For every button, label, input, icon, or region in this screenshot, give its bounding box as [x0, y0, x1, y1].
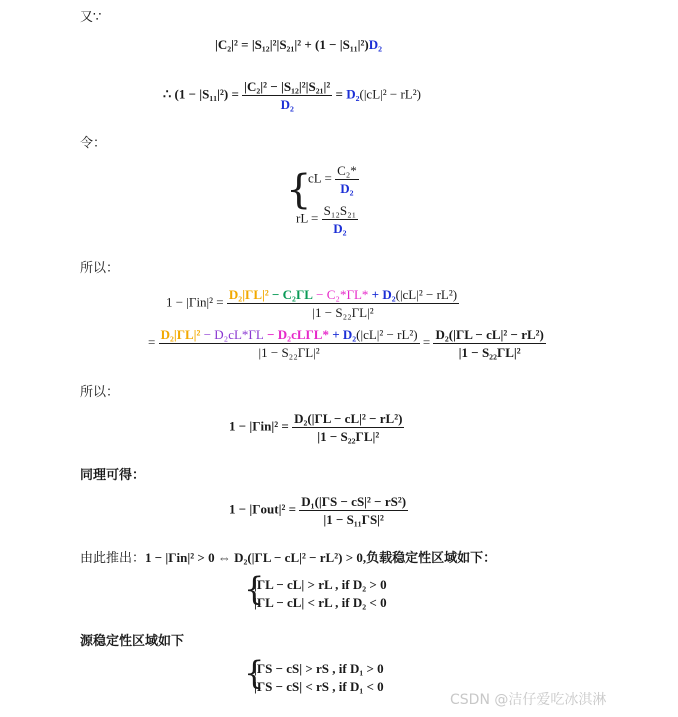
def-rl-num: S₁₂S₂₁ — [323, 203, 357, 218]
def-rl-left: rL = — [296, 210, 319, 226]
derive-prefix: 由此推出： — [80, 551, 146, 566]
load-case-1: |ΓL − cL| > rL , if D₂ > 0 — [254, 577, 387, 592]
eq6-fraction — [299, 493, 408, 528]
eq5-fraction — [292, 410, 404, 445]
eq4-denominator: |1 − S₂₂ΓL|² — [258, 345, 320, 360]
equation-s11-relation — [163, 78, 421, 113]
eq2-denominator: D₂ — [280, 97, 294, 112]
def-rl-fraction — [322, 202, 359, 237]
eq6-left: 1 − |Γout|² = — [229, 501, 297, 517]
eq2-left: ∴ (1 − |S₁₁|²) = — [163, 86, 239, 102]
def-cl-fraction — [335, 162, 359, 197]
eq4-fraction — [159, 326, 420, 361]
label-so-1: 所以： — [80, 261, 120, 276]
eq4-t5: (|cL|² − rL²) — [356, 327, 418, 342]
left-brace-icon: { — [286, 167, 312, 213]
eq2-fraction — [242, 78, 332, 113]
eq2-d2: D₂ — [346, 86, 360, 102]
equation-gamma-in-expanded — [166, 286, 459, 321]
def-rl — [296, 202, 358, 237]
equation-c2-magnitude — [215, 37, 382, 53]
eq6-denominator: |1 − S₁₁ΓS|² — [323, 512, 384, 527]
derive-line — [80, 547, 496, 566]
eq1-text: |C₂|² = |S₁₂|²|S₂₁|² + (1 − |S₁₁|²) — [215, 37, 369, 52]
eq4-right-denominator: |1 − S₂₂ΓL|² — [458, 345, 521, 360]
eq3-t5: (|cL|² − rL²) — [395, 287, 458, 302]
eq4-right-numerator: D₂(|ΓL − cL|² − rL²) — [435, 327, 544, 342]
eq3-left: 1 − |Γin|² = — [166, 294, 224, 310]
equation-gamma-in-final — [229, 410, 404, 445]
label-so-2: 所以： — [80, 385, 120, 400]
eq2-right: (|cL|² − rL²) — [359, 86, 421, 102]
def-rl-den: D₂ — [333, 221, 347, 236]
watermark: CSDN @洁仔爱吃冰淇淋 — [450, 692, 607, 708]
eq4-numerator — [159, 326, 420, 344]
def-cl-num: C₂* — [337, 163, 357, 178]
label-source-region: 源稳定性区域如下 — [80, 634, 185, 649]
eq3-t1: D₂|ΓL|² — [228, 287, 269, 302]
eq3-t2: − C₂ΓL — [268, 287, 313, 302]
eq5-left: 1 − |Γin|² = — [229, 418, 289, 434]
eq6-numerator: D₁(|ΓS − cS|² − rS²) — [301, 494, 407, 509]
eq2-numerator: |C₂|² − |S₁₂|²|S₂₁|² — [244, 79, 331, 94]
eq1-d2: D₂ — [368, 37, 383, 52]
derive-math: 1 − |Γin|² > 0 ⇔ D₂(|ΓL − cL|² − rL²) > 0, — [145, 550, 367, 565]
eq3-denominator: |1 − S₂₂ΓL|² — [312, 305, 374, 320]
def-cl-left: cL = — [308, 170, 332, 186]
label-let: 令： — [80, 136, 107, 151]
equation-gamma-out — [229, 493, 408, 528]
eq5-denominator: |1 − S₂₂ΓL|² — [317, 429, 380, 444]
source-case-1: |ΓS − cS| > rS , if D₁ > 0 — [254, 661, 384, 676]
eq4-equals: = — [422, 334, 431, 350]
eq4-t3: − D₂cLΓL* — [263, 327, 329, 342]
eq5-numerator: D₂(|ΓL − cL|² − rL²) — [294, 411, 403, 426]
load-case-2: |ΓL − cL| < rL , if D₂ < 0 — [254, 595, 387, 610]
eq4-t2: − D₂cL*ΓL — [200, 327, 264, 342]
def-cl-den: D₂ — [340, 181, 354, 196]
eq3-numerator — [227, 286, 459, 304]
def-cl — [308, 162, 359, 197]
equation-gamma-in-factored — [148, 326, 546, 361]
eq3-t3: − C₂*ΓL* — [312, 287, 369, 302]
label-because: 又∵ — [80, 10, 102, 25]
eq2-equals: = — [335, 86, 343, 102]
derive-suffix: 负载稳定性区域如下： — [366, 551, 497, 566]
label-similarly: 同理可得： — [80, 468, 146, 483]
eq3-t4: + D₂ — [368, 287, 396, 302]
eq4-t1: D₂|ΓL|² — [160, 327, 201, 342]
load-brace-icon: { — [244, 570, 265, 608]
eq4-lead: = — [148, 334, 156, 350]
source-brace-icon: { — [244, 654, 265, 692]
eq3-fraction — [227, 286, 459, 321]
source-case-2: |ΓS − cS| < rS , if D₁ < 0 — [254, 679, 384, 694]
eq4-right-fraction — [433, 326, 545, 361]
eq4-t4: + D₂ — [328, 327, 357, 342]
